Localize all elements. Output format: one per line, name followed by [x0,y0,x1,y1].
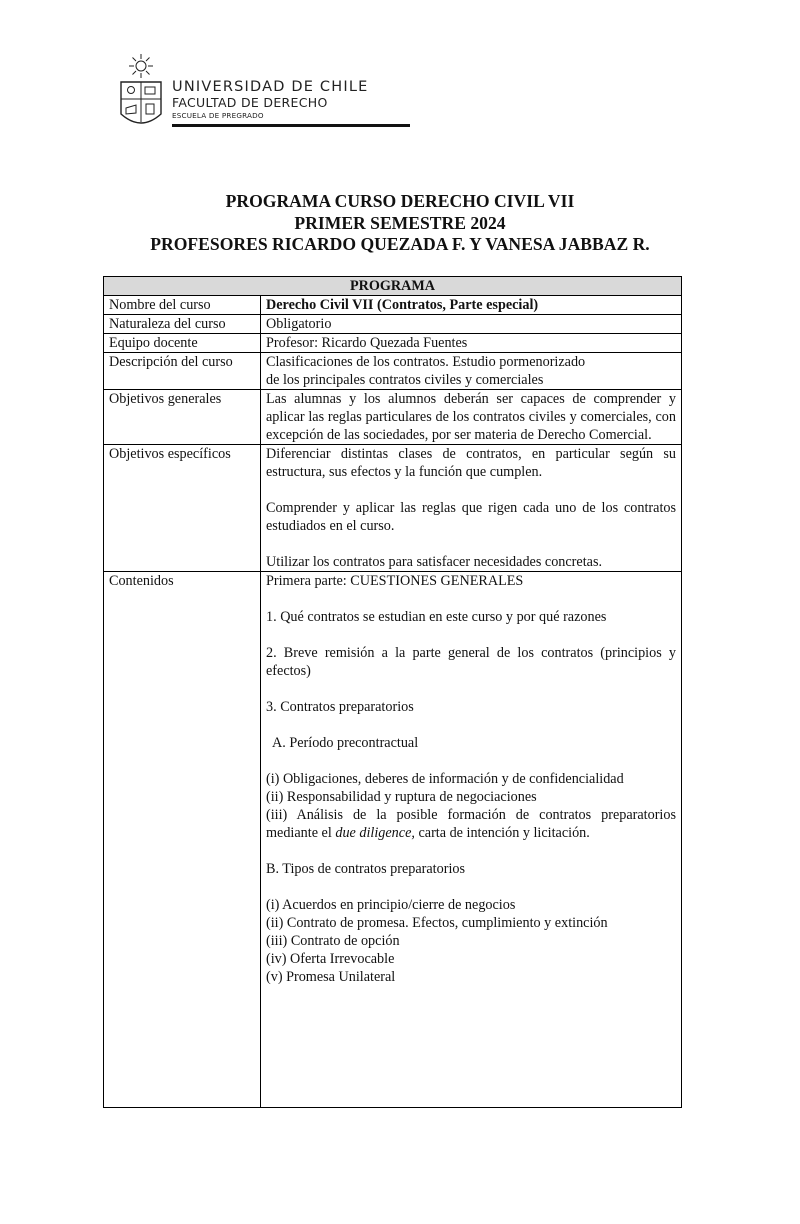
university-seal-icon [118,52,164,130]
table-row [104,296,682,315]
contents-subheading: A. Período precontractual [272,735,419,751]
table-row [104,315,682,334]
row-label: Descripción del curso [104,353,261,390]
specific-objective: Utilizar los contratos para satisfacer necesidades concretas. [266,554,603,570]
description-line-2: de los principales contratos civiles y comerciales [266,372,544,388]
specific-objectives [261,445,682,572]
general-objectives: Las alumnas y los alumnos deberán ser capaces de comprender y aplicar las reglas particulares de los contratos civiles y comerciales, con excepción de las sociedades, por ser materia de Derecho Comercial. [261,390,682,445]
contents-subitem: (v) Promesa Unilateral [266,969,396,985]
contents-subitem: (iii) Contrato de opción [266,933,400,949]
specific-objective: Diferenciar distintas clases de contratos, en particular según su estructura, sus efectos y la función que cumplen. [266,446,676,480]
contents-subitem: (ii) Responsabilidad y ruptura de negociaciones [266,789,537,805]
title-line-1: PROGRAMA CURSO DERECHO CIVIL VII [225,191,575,211]
description-line-1: Clasificaciones de los contratos. Estudio pormenorizado [266,354,586,370]
contents-part-heading: Primera parte: CUESTIONES GENERALES [266,573,524,589]
row-label: Equipo docente [104,334,261,353]
course-nature: Obligatorio [261,315,682,334]
contents-subitem: (iv) Oferta Irrevocable [266,951,395,967]
contents-item: 1. Qué contratos se estudian en este curso y por qué razones [266,609,607,625]
university-logo [110,52,369,132]
document-title [0,191,800,256]
contents-item: 3. Contratos preparatorios [266,699,414,715]
table-row [104,353,682,390]
course-contents [261,572,682,1108]
logo-divider [172,124,410,127]
row-label: Contenidos [104,572,261,1108]
table-heading: PROGRAMA [104,277,682,296]
program-table [103,276,682,1108]
contents-subheading: B. Tipos de contratos preparatorios [266,861,465,877]
course-name: Derecho Civil VII (Contratos, Parte especial) [261,296,682,315]
title-line-2: PRIMER SEMESTRE 2024 [294,212,506,233]
teaching-team: Profesor: Ricardo Quezada Fuentes [261,334,682,353]
specific-objective: Comprender y aplicar las reglas que rigen cada uno de los contratos estudiados en el curso. [266,500,676,534]
table-row [104,334,682,353]
course-description [261,353,682,390]
row-label: Naturaleza del curso [104,315,261,334]
title-line-3: PROFESORES RICARDO QUEZADA F. Y VANESA JABBAZ R. [150,234,650,254]
table-row [104,445,682,572]
contents-subitem: (i) Obligaciones, deberes de información y de confidencialidad [266,771,624,787]
contents-subitem: (i) Acuerdos en principio/cierre de negocios [266,897,516,913]
row-label: Objetivos específicos [104,445,261,572]
faculty-name: FACULTAD DE DERECHO [172,95,328,110]
table-row [104,390,682,445]
row-label: Objetivos generales [104,390,261,445]
subitem-text: (iii) Análisis de la posible formación de contratos preparatorios mediante el [266,807,676,841]
contents-item: 2. Breve remisión a la parte general de los contratos (principios y efectos) [266,645,676,679]
subitem-emphasis: due diligence, [335,825,415,841]
contents-subitem: (ii) Contrato de promesa. Efectos, cumplimiento y extinción [266,915,608,931]
school-name: ESCUELA DE PREGRADO [172,111,264,120]
contents-subitem [266,806,676,842]
table-row [104,572,682,1108]
row-label: Nombre del curso [104,296,261,315]
subitem-text: carta de intención y licitación. [414,825,590,841]
university-name: UNIVERSIDAD DE CHILE [172,79,369,95]
